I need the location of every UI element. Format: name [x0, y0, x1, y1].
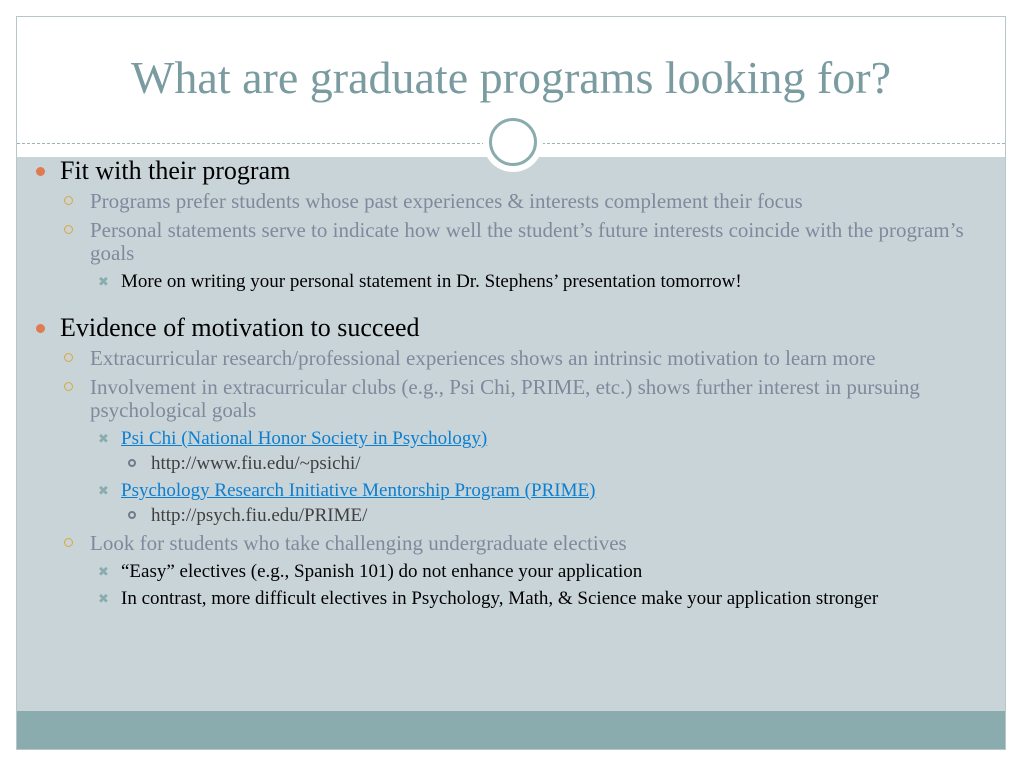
slide-content — [30, 157, 975, 609]
bullet-text: Fit with their program — [60, 156, 291, 185]
x-mark-icon: ✖ — [98, 564, 109, 579]
subsubpoint-prime — [30, 480, 975, 501]
psi-chi-link[interactable]: Psi Chi (National Honor Society in Psychology) — [121, 428, 488, 449]
subsubpoint-text: More on writing your personal statement in Dr. Stephens’ presentation tomorrow! — [121, 271, 742, 292]
subpoint-involvement-clubs — [30, 376, 975, 422]
subpoint-programs-prefer — [30, 190, 975, 213]
x-mark-icon: ✖ — [98, 591, 109, 606]
hollow-circle-icon — [64, 196, 73, 205]
subpoint-text: Personal statements serve to indicate how well the student’s future interests coincide with the program’s goals — [90, 218, 964, 265]
bullet-dot-icon — [36, 324, 45, 333]
hollow-circle-icon — [64, 382, 73, 391]
subpoint-extracurricular-research — [30, 347, 975, 370]
subsubpoint-personal-statement-note — [30, 271, 975, 292]
bullet-dot-icon — [36, 167, 45, 176]
subsubpoint-psi-chi — [30, 428, 975, 449]
subsubpoint-difficult-electives — [30, 588, 975, 609]
ring-icon — [128, 511, 136, 519]
x-mark-icon: ✖ — [98, 483, 109, 498]
subpoint-challenging-electives — [30, 532, 975, 555]
url-text: http://psych.fiu.edu/PRIME/ — [151, 505, 368, 526]
hollow-circle-icon — [64, 353, 73, 362]
hollow-circle-icon — [64, 225, 73, 234]
subpoint-text: Extracurricular research/professional experiences shows an intrinsic motivation to learn more — [90, 346, 876, 370]
subpoint-text: Programs prefer students whose past experiences & interests complement their focus — [90, 189, 803, 213]
prime-link[interactable]: Psychology Research Initiative Mentorship Program (PRIME) — [121, 480, 596, 501]
subpoint-text: Look for students who take challenging undergraduate electives — [90, 531, 627, 555]
footer-band — [17, 711, 1005, 749]
subsubpoint-easy-electives — [30, 561, 975, 582]
bullet-text: Evidence of motivation to succeed — [60, 313, 420, 342]
url-psi-chi — [30, 453, 975, 474]
url-text: http://www.fiu.edu/~psichi/ — [151, 453, 361, 474]
subpoint-text: Involvement in extracurricular clubs (e.g., Psi Chi, PRIME, etc.) shows further interest in pursuing psychological goals — [90, 375, 920, 422]
bullet-motivation — [30, 314, 975, 342]
ring-icon — [128, 459, 136, 467]
hollow-circle-icon — [64, 538, 73, 547]
x-mark-icon: ✖ — [98, 431, 109, 446]
url-prime — [30, 505, 975, 526]
bullet-fit — [30, 157, 975, 185]
slide-title: What are graduate programs looking for? — [131, 52, 891, 103]
subsubpoint-text: In contrast, more difficult electives in Psychology, Math, & Science make your application stronger — [121, 588, 879, 609]
subsubpoint-text: “Easy” electives (e.g., Spanish 101) do not enhance your application — [121, 561, 643, 582]
x-mark-icon: ✖ — [98, 274, 109, 289]
subpoint-personal-statements — [30, 219, 975, 265]
